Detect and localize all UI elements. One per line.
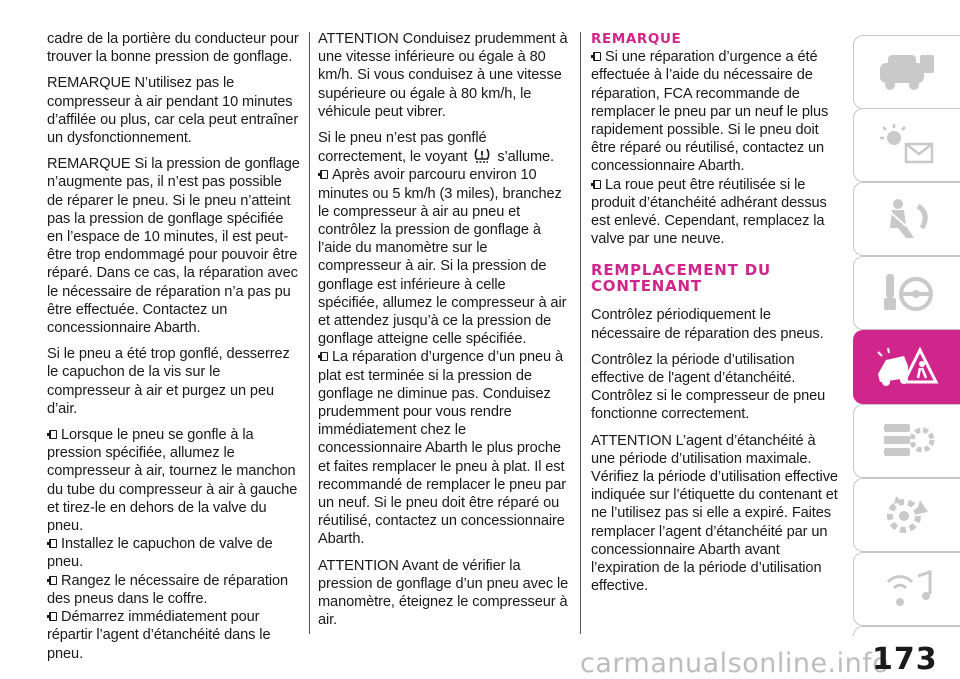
warning-light-text: Si le pneu n’est pas gonflé correctement, le voyant s’allume. — [318, 130, 555, 166]
tab-technical-data[interactable] — [853, 478, 960, 552]
remarque-heading: REMARQUE — [591, 31, 682, 47]
car-dashboard-icon — [876, 49, 938, 95]
column-divider — [309, 32, 310, 634]
attention-manometer: ATTENTION Avant de vérifier la pression de gonflage d’un pneu avec le manomètre, éteignez le compresseur à air. — [318, 557, 569, 629]
tab-maintenance[interactable] — [853, 404, 960, 478]
service-maintenance-icon — [876, 418, 938, 464]
step-item: La réparation d’urgence d’un pneu à plat est terminée si la pression de gonflage ne diminue pas. Conduisez prudemment pour vous rendre immédiatement chez le concessionnaire Abarth le plus proche et faites remplacer le pneu à plat. Il est recommandé de remplacer le pneu par un neuf. Si le pneu doit être réparé ou réutilisé, contactez un concessionnaire Abarth. — [318, 349, 566, 548]
tab-safety[interactable] — [853, 182, 960, 256]
step-bullet-icon — [318, 170, 329, 180]
check-kit-text: Contrôlez périodiquement le nécessaire de réparation des pneus. — [591, 307, 824, 342]
step-bullet-icon — [47, 576, 58, 586]
lights-mail-icon — [876, 122, 938, 168]
step-item: Démarrez immédiatement pour répartir l’agent d’étanchéité dans le pneu. — [47, 609, 271, 662]
step-item: Lorsque le pneu se gonfle à la pression spécifiée, allumez le compresseur à air, tournez le manchon du tube du compresseur à air à gauche et tirez-le en dehors de la valve du pneu. — [47, 427, 298, 535]
technical-data-icon — [876, 492, 938, 538]
tab-lights[interactable] — [853, 108, 960, 182]
intro-text: cadre de la portière du conducteur pour trouver la bonne pression de gonflage. — [47, 31, 299, 66]
step-item: Rangez le nécessaire de réparation des pneus dans le coffre. — [47, 572, 289, 607]
step-bullet-icon — [47, 612, 58, 622]
attention-sealant-expiry: ATTENTION L’agent d’étanchéité à une période d’utilisation maximale. Vérifiez la période d’utilisation effective indiquée sur l’étiquette du contenant et ne l’utilisez pas si elle a expiré. Faites remplacer l’agent d’étanchéité par un concessionnaire Abarth avant l’expiration de la période d’utilisation effective. — [591, 432, 838, 595]
step-bullet-icon — [591, 52, 602, 62]
watermark: carmanualsonline.info — [580, 648, 890, 679]
column-middle — [318, 30, 570, 638]
column-divider — [580, 32, 581, 634]
remarque-compressor-time: REMARQUE N’utilisez pas le compresseur à air pendant 10 minutes d’affilée ou plus, car cela peut entraîner un dysfonctionnement. — [47, 75, 299, 147]
tab-dashboard[interactable] — [853, 35, 960, 109]
emergency-breakdown-icon — [874, 344, 940, 390]
step-item: La roue peut être réutilisée si le produit d’étanchéité adhérant dessus est enlevé. Cependant, remplacez la valve par une neuve. — [591, 176, 827, 248]
column-right — [591, 30, 841, 603]
attention-speed: ATTENTION Conduisez prudemment à une vitesse inférieure ou égale à 80 km/h. Si vous conduisez à une vitesse supérieure ou égale à 80 km/h, le véhicule peut vibrer. — [318, 31, 568, 120]
key-steering-wheel-icon — [876, 270, 938, 316]
remarque-pressure-failure: REMARQUE Si la pression de gonflage n’augmente pas, il n’est pas possible de réparer le pneu. Si le pneu n’atteint pas la pression de gonflage spécifiée en l’espace de 10 minutes, il est peut-être trop endommagé pour pouvoir être réparé. Dans ce cas, la réparation avec le nécessaire de réparation n’a pas pu être effectuée. Contactez un concessionnaire Abarth. — [47, 156, 300, 337]
section-title: REMPLACEMENT DU CONTENANT — [591, 261, 771, 296]
overinflated-text: Si le pneu a été trop gonflé, desserrez le capuchon de la vis sur le compresseur à air et purgez un peu d’air. — [47, 346, 290, 417]
seatbelt-airbag-icon — [876, 196, 938, 242]
step-bullet-icon — [47, 539, 58, 549]
tire-pressure-warning-icon — [473, 147, 491, 165]
tab-starting[interactable] — [853, 256, 960, 330]
step-item: Après avoir parcouru environ 10 minutes ou 5 km/h (3 miles), branchez le compresseur à air au pneu et contrôlez la pression de gonflage à l’aide du manomètre sur le compresseur à air. Si la pression de gonflage est inférieure à celle spécifiée, allumez le compresseur à air et attendez jusqu’à ce la pression de gonflage atteigne celle spécifiée. — [318, 167, 567, 348]
index-letters — [853, 560, 960, 630]
step-item: Si une réparation d’urgence a été effectuée à l’aide du nécessaire de réparation, FCA recommande de remplacer le pneu par un neuf le plus rapidement possible. Si le pneu doit être réparé ou réutilisé, contactez un concessionnaire Abarth. — [591, 49, 829, 175]
step-bullet-icon — [47, 430, 58, 440]
step-bullet-icon — [591, 180, 602, 190]
step-item: Installez le capuchon de valve de pneu. — [47, 536, 273, 571]
column-left — [47, 30, 300, 663]
page-number: 173 — [872, 642, 938, 677]
check-period-text: Contrôlez la période d’utilisation effective de l'agent d’étanchéité. Contrôlez si le compresseur de pneu fonctionne correctement. — [591, 351, 826, 423]
step-bullet-icon — [318, 352, 329, 362]
tab-emergency[interactable] — [853, 330, 960, 404]
